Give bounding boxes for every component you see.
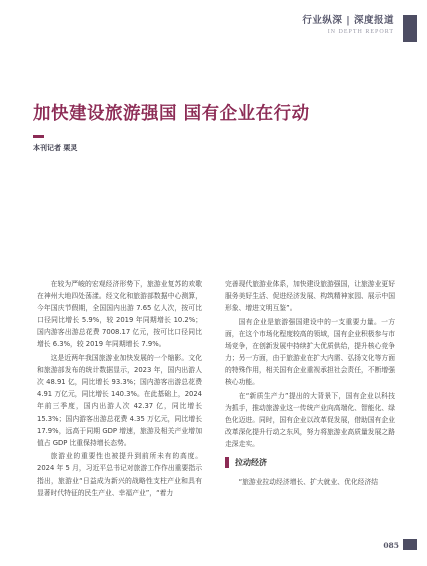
body-paragraph: 在“新质生产力”提出的大背景下，国有企业以科技为抓手，推动旅游业这一传统产业向高端化、智能化、绿色化迈进。同时，国有企业以改革促发展，借助国有企业改革深化提升行动之东风，努力将旅游业高质量发展之路走深走实。 [225,391,395,449]
section-heading-text: 拉动经济 [235,457,267,468]
body-paragraph: “旅游业拉动经济增长、扩大就业、优化经济结 [238,478,379,487]
section-heading [225,457,395,468]
page-number: 085 [383,541,399,550]
section-header [302,15,394,35]
section-marker [225,457,229,468]
body-paragraph: 在较为严峻的宏观经济形势下，旅游业复苏的欢歌在神州大地四处荡漾。经文化和旅游部数据中心测算，今年国庆节假期，全国国内出游 7.65 亿人次，按可比口径同比增长 5.9%，较 2019 年同期增长 10.2%；国内游客出游总花费 7008.17 亿元，按可比口径同比增长 6.3%，较 2019 年同期增长 7.9%。 [37,280,202,349]
right-column [225,278,395,490]
section-subtitle: IN DEPTH REPORT [327,29,394,35]
body-paragraph: 国有企业是旅游强国建设中的一支重要力量。一方面，在这个市场化程度较高的领域，国有企业积极参与市场竞争，在创新发展中持续扩大优质供给，提升核心竞争力；另一方面，由于旅游业在扩大内需、弘扬文化等方面的特殊作用，相关国有企业重视承担社会责任，不断增强核心功能。 [225,317,395,387]
article-byline: 本刊记者 栗灵 [33,144,78,152]
title-accent-rule [33,135,44,138]
article-title: 加快建设旅游强国 国有企业在行动 [33,104,310,124]
header-accent-bar [403,15,417,42]
body-paragraph: 旅游业的重要性也被提升到前所未有的高度。2024 年 5 月，习近平总书记对旅游工作作出重要指示指出，旅游业“日益成为新兴的战略性支柱产业和具有显著时代特征的民生产业、幸福产业”，“着力 [37,452,202,497]
body-paragraph: 这是近两年我国旅游业加快发展的一个缩影。文化和旅游部发布的统计数据显示，2023 年，国内出游人次 48.91 亿，同比增长 93.3%；国内游客出游总花费 4.91 万亿元，同比增长 140.3%。在此基础上，2024 年前三季度，国内出游人次 42.37 亿，同比增长 15.3%；国内游客出游总花费 4.35 万亿元，同比增长 17.9%，远高于同期 GDP 增速，旅游及相关产业增加值占 GDP 比重保持增长态势。 [37,354,202,447]
body-paragraph: 完善现代旅游业体系，加快建设旅游强国，让旅游业更好服务美好生活、促进经济发展、构筑精神家园、展示中国形象、增进文明互鉴”。 [225,280,395,313]
page-number-accent-bar [403,539,417,550]
left-column [37,278,202,500]
section-title: 行业纵深 | 深度报道 [302,15,394,26]
